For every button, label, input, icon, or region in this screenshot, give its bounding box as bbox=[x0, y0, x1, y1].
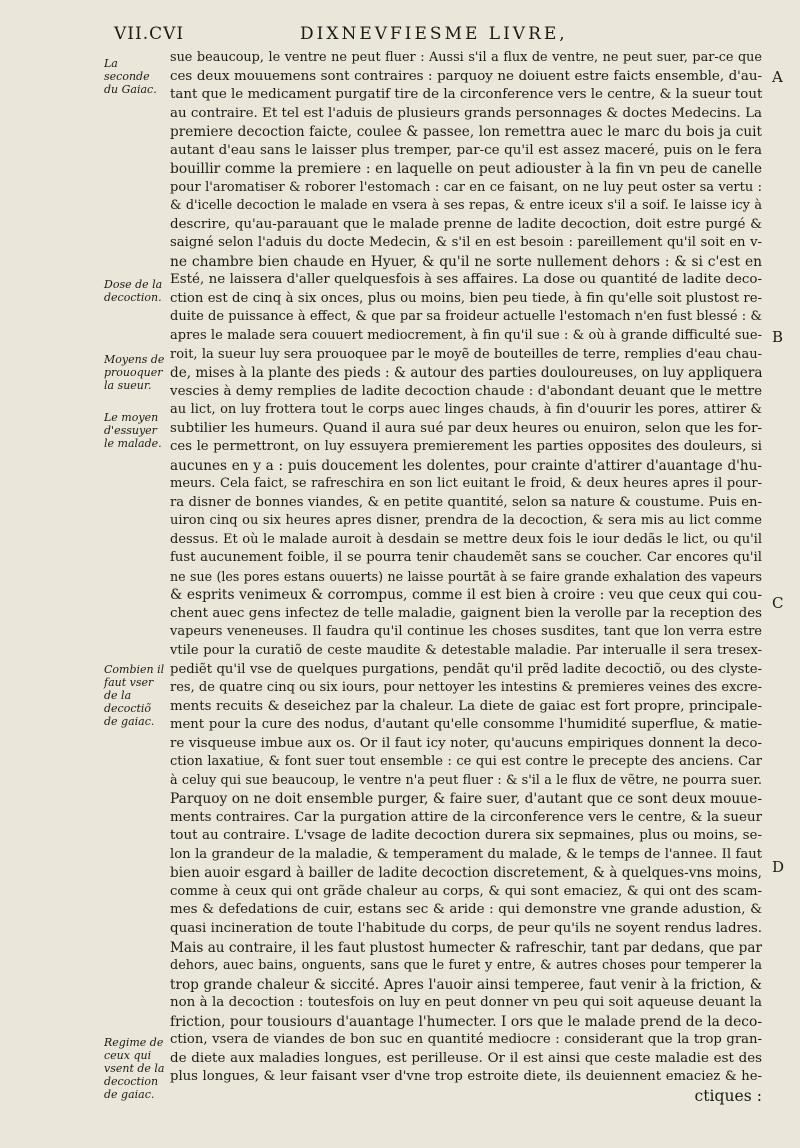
section-letter: B bbox=[772, 328, 784, 346]
margin-note: Moyens de prouoquer la sueur. bbox=[104, 353, 165, 392]
section-letters bbox=[768, 0, 798, 1148]
section-letter: D bbox=[772, 858, 785, 876]
text-line: pediẽt qu'il vse de quelques purgations, pendãt qu'il prẽd ladite decoctiõ, ou des clyste- bbox=[170, 661, 762, 677]
margin-notes bbox=[0, 0, 165, 1148]
margin-note: Combien il faut vser de la decoctiõ de gaiac. bbox=[104, 663, 165, 728]
text-line: tout au contraire. L'vsage de ladite decoction durera six sepmaines, plus ou moins, se- bbox=[170, 828, 762, 844]
text-line: trop grande chaleur & siccité. Apres l'auoir ainsi temperee, faut venir à la friction, & bbox=[170, 976, 762, 993]
text-line: ra disner de bonnes viandes, & en petite quantité, selon sa nature & coustume. Puis en- bbox=[170, 494, 762, 510]
text-line: bouillir comme la premiere : en laquelle on peut adiouster à la fin vn peu de canelle bbox=[170, 161, 762, 178]
text-line: ne sue (les pores estans ouuerts) ne laisse pourtãt à se faire grande exhalation des vapeurs bbox=[170, 568, 762, 584]
folio-number: VII.CVI bbox=[114, 24, 185, 44]
margin-note: Le moyen d'essuyer le malade. bbox=[104, 411, 162, 450]
text-line: ctiques : bbox=[694, 1086, 762, 1105]
running-title: DIXNEVFIESME LIVRE, bbox=[300, 24, 568, 44]
margin-note: Regime de ceux qui vsent de la decoction de gaiac. bbox=[104, 1036, 165, 1101]
text-line: vescies à demy remplies de ladite decoction chaude : d'abondant deuant que le mettre bbox=[170, 383, 762, 399]
text-line: uiron cinq ou six heures apres disner, prendra de la decoction, & sera mis au lict comme bbox=[170, 513, 762, 529]
text-line: & d'icelle decoction le malade en vsera à ses repas, & entre iceux s'il a soif. Ie laisse icy à bbox=[170, 198, 762, 214]
text-line: au contraire. Et tel est l'aduis de plusieurs grands personnages & doctes Medecins. La bbox=[170, 105, 762, 121]
text-line: dehors, auec bains, onguents, sans que le furet y entre, & autres choses pour temperer la bbox=[170, 958, 762, 974]
text-line: friction, pour tousiours d'auantage l'humecter. I ors que le malade prend de la deco- bbox=[170, 1013, 762, 1030]
text-line: apres le malade sera couuert mediocrement, à fin qu'il sue : & où à grande difficulté sue- bbox=[170, 327, 762, 343]
margin-note: Dose de la decoction. bbox=[104, 278, 163, 304]
text-line: tant que le medicament purgatif tire de la circonference vers le centre, & la sueur tout bbox=[170, 87, 762, 103]
text-line: aucunes en y a : puis doucement les dolentes, pour crainte d'attirer d'auantage d'hu- bbox=[170, 457, 762, 474]
text-line: bien auoir esgard à bailler de ladite decoction discretement, & à quelques-vns moins, bbox=[170, 865, 762, 882]
text-line: ne chambre bien chaude en Hyuer, & qu'il ne sorte nullement dehors : & si c'est en bbox=[170, 253, 762, 270]
text-line: quasi incineration de toute l'habitude du corps, de peur qu'ils ne soyent rendus ladres. bbox=[170, 920, 762, 936]
text-line: ments contraires. Car la purgation attire de la circonference vers le centre, & la sueur bbox=[170, 809, 762, 825]
text-line: ment pour la cure des nodus, d'autant qu'elle consomme l'humidité superflue, & matie- bbox=[170, 717, 762, 733]
text-line: vtile pour la curatiõ de ceste maudite & detestable maladie. Par interualle il sera tresex- bbox=[170, 643, 762, 658]
text-line: vapeurs veneneuses. Il faudra qu'il continue les choses susdites, tant que lon verra estre bbox=[170, 624, 762, 640]
text-line: roit, la sueur luy sera prouoquee par le moyẽ de bouteilles de terre, remplies d'eau chau- bbox=[170, 346, 762, 362]
text-line: au lict, on luy frottera tout le corps auec linges chauds, à fin d'ouurir les pores, attirer & bbox=[170, 402, 762, 418]
text-line: fust aucunement foible, il se pourra tenir chaudemẽt sans se coucher. Car encores qu'il bbox=[170, 550, 762, 566]
margin-note: La seconde du Gaiac. bbox=[104, 57, 157, 96]
text-line: res, de quatre cinq ou six iours, pour nettoyer les intestins & premieres veines des excre- bbox=[170, 680, 762, 696]
text-line: subtilier les humeurs. Quand il aura sué par deux heures ou enuiron, selon que les for- bbox=[170, 420, 762, 436]
text-line: de diete aux maladies longues, est perilleuse. Or il est ainsi que ceste maladie est des bbox=[170, 1050, 762, 1066]
text-line: ces deux mouuemens sont contraires : parquoy ne doiuent estre faicts ensemble, d'au- bbox=[170, 68, 762, 84]
text-line: ces le permettront, on luy essuyera premierement les parties opposites des douleurs, si bbox=[170, 439, 762, 455]
text-line: ments recuits & deseichez par la chaleur. La diete de gaiac est fort propre, principale- bbox=[170, 698, 762, 714]
text-line: chent auec gens infectez de telle maladie, gaignent bien la verolle par la reception des bbox=[170, 605, 762, 621]
text-line: meurs. Cela faict, se rafreschira en son lict euitant le froid, & deux heures apres il pour- bbox=[170, 476, 762, 492]
section-letter: C bbox=[772, 594, 784, 612]
text-line: non à la decoction : toutesfois on luy en peut donner vn peu qui soit aqueuse deuant la bbox=[170, 995, 762, 1011]
text-line: Esté, ne laissera d'aller quelquesfois à ses affaires. La dose ou quantité de ladite deco- bbox=[170, 272, 762, 288]
text-line: Mais au contraire, il les faut plustost humecter & rafreschir, tant par dedans, que par bbox=[170, 939, 762, 956]
text-line: de, mises à la plante des pieds : & autour des parties douloureuses, on luy appliquera bbox=[170, 365, 762, 382]
text-line: comme à ceux qui ont grãde chaleur au corps, & qui sont emaciez, & qui ont des scam- bbox=[170, 883, 762, 899]
text-line: re visqueuse imbue aux os. Or il faut icy noter, qu'aucuns empiriques donnent la deco- bbox=[170, 735, 762, 751]
text-line: descrire, qu'au-parauant que le malade prenne de ladite decoction, doit estre purgé & bbox=[170, 216, 762, 232]
text-line: premiere decoction faicte, coulee & passee, lon remettra auec le marc du bois ja cuit bbox=[170, 124, 762, 141]
text-line: Parquoy on ne doit ensemble purger, & faire suer, d'autant que ce sont deux mouue- bbox=[170, 791, 762, 808]
text-line: mes & defedations de cuir, estans sec & aride : qui demonstre vne grande adustion, & bbox=[170, 902, 762, 918]
text-line: à celuy qui sue beaucoup, le ventre n'a peut fluer : & s'il a le flux de vẽtre, ne pourra suer. bbox=[170, 772, 762, 788]
text-line: plus longues, & leur faisant vser d'vne trop estroite diete, ils deuiennent emaciez & he- bbox=[170, 1069, 762, 1085]
text-line: autant d'eau sans le laisser plus tremper, par-ce qu'il est assez maceré, puis on le fera bbox=[170, 142, 762, 158]
text-line: & esprits venimeux & corrompus, comme il est bien à croire : veu que ceux qui cou- bbox=[170, 587, 762, 604]
text-line: dessus. Et où le malade auroit à desdain se mettre deux fois le iour dedãs le lict, ou qu'il bbox=[170, 531, 762, 547]
text-line: lon la grandeur de la maladie, & temperament du malade, & le temps de l'annee. Il faut bbox=[170, 846, 762, 862]
section-letter: A bbox=[772, 68, 783, 86]
text-line: pour l'aromatiser & roborer l'estomach : car en ce faisant, on ne luy peut oster sa vertu : bbox=[170, 179, 762, 195]
text-line: ction laxatiue, & font suer tout ensemble : ce qui est contre le precepte des anciens. Car bbox=[170, 754, 762, 770]
text-line: ction est de cinq à six onces, plus ou moins, bien peu tiede, à fin qu'elle soit plustost re- bbox=[170, 290, 762, 306]
text-line: sue beaucoup, le ventre ne peut fluer : Aussi s'il a flux de ventre, ne peut suer, par-ce que bbox=[170, 50, 762, 65]
body-text bbox=[170, 49, 762, 1105]
text-line: ction, vsera de viandes de bon suc en quantité mediocre : considerant que la trop gran- bbox=[170, 1032, 762, 1048]
text-line: duite de puissance à effect, & que par sa froideur actuelle l'estomach n'en fust blessé : & bbox=[170, 309, 762, 325]
text-line: saigné selon l'aduis du docte Medecin, & s'il en est besoin : pareillement qu'il soit en v- bbox=[170, 235, 762, 251]
